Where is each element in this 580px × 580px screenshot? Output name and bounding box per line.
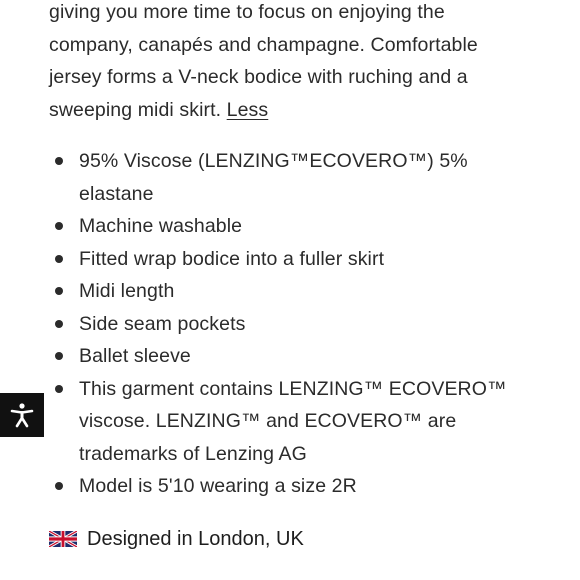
feature-text: This garment contains LENZING™ ECOVERO™ viscose. LENZING™ and ECOVERO™ are trademarks of Lenzing AG — [79, 377, 507, 465]
origin-text: Designed in London, UK — [87, 528, 304, 550]
feature-item — [49, 275, 529, 308]
accessibility-button[interactable] — [0, 393, 44, 437]
feature-text: Side seam pockets — [79, 312, 246, 335]
bullet-icon — [55, 482, 63, 490]
description-line-3: jersey forms a V-neck bodice with ruching and a — [49, 66, 468, 88]
feature-item — [49, 373, 529, 471]
product-details — [49, 0, 549, 550]
bullet-icon — [55, 287, 63, 295]
origin-info — [49, 524, 304, 554]
feature-item — [49, 308, 529, 341]
bullet-icon — [55, 320, 63, 328]
bullet-icon — [55, 255, 63, 263]
feature-text: Ballet sleeve — [79, 345, 191, 367]
bullet-icon — [55, 385, 63, 393]
bullet-icon — [55, 352, 63, 360]
feature-text: Model is 5'10 wearing a size 2R — [79, 475, 357, 497]
feature-text: Midi length — [79, 280, 175, 302]
product-description — [49, 0, 549, 126]
feature-list — [49, 145, 529, 503]
accessibility-icon — [8, 401, 36, 429]
feature-item — [49, 145, 529, 210]
feature-item — [49, 243, 529, 276]
bullet-icon — [55, 222, 63, 230]
feature-text: Machine washable — [79, 215, 243, 237]
feature-text: Fitted wrap bodice into a fuller skirt — [79, 247, 385, 270]
feature-text: 95% Viscose (LENZING™ECOVERO™) 5% elastane — [79, 150, 468, 205]
description-line-1: giving you more time to focus on enjoying the — [49, 1, 445, 23]
description-line-2: company, canapés and champagne. Comfortable — [49, 33, 478, 56]
feature-item — [49, 210, 529, 243]
uk-flag-icon — [49, 531, 77, 547]
description-line-4: sweeping midi skirt. — [49, 98, 222, 121]
bullet-icon — [55, 157, 63, 165]
less-link[interactable]: Less — [226, 98, 269, 121]
feature-item — [49, 470, 529, 503]
feature-item — [49, 340, 529, 373]
